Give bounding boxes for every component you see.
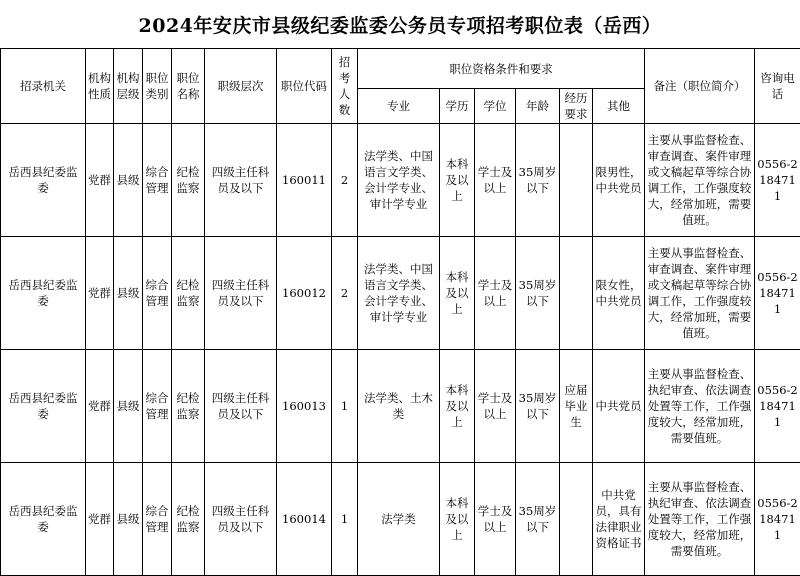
header-major: 专业: [358, 89, 440, 124]
header-notes: 备注（职位简介）: [645, 49, 755, 124]
cell-category: 综合管理: [143, 124, 172, 237]
header-other: 其他: [593, 89, 645, 124]
cell-age: 35周岁以下: [516, 350, 560, 463]
header-org-nature: 机构性质: [86, 49, 114, 124]
cell-code: 160012: [277, 237, 332, 350]
cell-education: 本科及以上: [440, 350, 475, 463]
cell-major: 法学类、中国语言文学类、会计学专业、审计学专业: [358, 124, 440, 237]
cell-org-level: 县级: [114, 237, 143, 350]
cell-experience: [560, 124, 593, 237]
cell-other: 限女性，中共党员: [593, 237, 645, 350]
cell-major: 法学类、中国语言文学类、会计学专业、审计学专业: [358, 237, 440, 350]
cell-age: 35周岁以下: [516, 463, 560, 576]
header-count: 招考人数: [332, 49, 358, 124]
cell-position-name: 纪检监察: [172, 463, 205, 576]
header-rank: 职级层次: [205, 49, 277, 124]
cell-rank: 四级主任科员及以下: [205, 237, 277, 350]
cell-education: 本科及以上: [440, 237, 475, 350]
cell-count: 2: [332, 124, 358, 237]
cell-major: 法学类: [358, 463, 440, 576]
cell-count: 1: [332, 350, 358, 463]
cell-count: 1: [332, 463, 358, 576]
cell-experience: 应届毕业生: [560, 350, 593, 463]
position-table: [0, 48, 800, 576]
cell-agency: 岳西县纪委监委: [1, 124, 86, 237]
cell-education: 本科及以上: [440, 463, 475, 576]
cell-phone: 0556-2184711: [755, 463, 800, 576]
cell-age: 35周岁以下: [516, 124, 560, 237]
cell-rank: 四级主任科员及以下: [205, 350, 277, 463]
cell-experience: [560, 237, 593, 350]
cell-code: 160014: [277, 463, 332, 576]
table-row: [1, 463, 800, 576]
cell-notes: 主要从事监督检查、审查调查、案件审理或文稿起草等综合协调工作，工作强度较大，经常加班，需要值班。: [645, 237, 755, 350]
table-row: [1, 237, 800, 350]
cell-org-nature: 党群: [86, 350, 114, 463]
cell-count: 2: [332, 237, 358, 350]
cell-phone: 0556-2184711: [755, 124, 800, 237]
cell-rank: 四级主任科员及以下: [205, 124, 277, 237]
cell-org-nature: 党群: [86, 124, 114, 237]
cell-position-name: 纪检监察: [172, 237, 205, 350]
cell-notes: 主要从事监督检查、审查调查、案件审理或文稿起草等综合协调工作，工作强度较大，经常加班，需要值班。: [645, 124, 755, 237]
cell-degree: 学士及以上: [475, 350, 516, 463]
cell-education: 本科及以上: [440, 124, 475, 237]
header-requirements: 职位资格条件和要求: [358, 49, 645, 89]
cell-age: 35周岁以下: [516, 237, 560, 350]
header-experience: 经历要求: [560, 89, 593, 124]
cell-agency: 岳西县纪委监委: [1, 237, 86, 350]
cell-other: 限男性，中共党员: [593, 124, 645, 237]
header-age: 年龄: [516, 89, 560, 124]
cell-degree: 学士及以上: [475, 463, 516, 576]
cell-phone: 0556-2184711: [755, 350, 800, 463]
cell-other: 中共党员，具有法律职业资格证书: [593, 463, 645, 576]
header-category: 职位类别: [143, 49, 172, 124]
cell-phone: 0556-2184711: [755, 237, 800, 350]
cell-code: 160011: [277, 124, 332, 237]
header-degree: 学位: [475, 89, 516, 124]
cell-agency: 岳西县纪委监委: [1, 350, 86, 463]
cell-degree: 学士及以上: [475, 237, 516, 350]
header-position-name: 职位名称: [172, 49, 205, 124]
cell-other: 中共党员: [593, 350, 645, 463]
table-row: [1, 350, 800, 463]
cell-experience: [560, 463, 593, 576]
cell-category: 综合管理: [143, 463, 172, 576]
header-education: 学历: [440, 89, 475, 124]
cell-category: 综合管理: [143, 237, 172, 350]
header-row-1: [1, 49, 800, 89]
cell-org-nature: 党群: [86, 237, 114, 350]
cell-position-name: 纪检监察: [172, 124, 205, 237]
cell-rank: 四级主任科员及以下: [205, 463, 277, 576]
header-org-level: 机构层级: [114, 49, 143, 124]
cell-degree: 学士及以上: [475, 124, 516, 237]
cell-org-level: 县级: [114, 463, 143, 576]
cell-notes: 主要从事监督检查、执纪审查、依法调查处置等工作，工作强度较大，经常加班，需要值班。: [645, 463, 755, 576]
cell-org-level: 县级: [114, 124, 143, 237]
page-title: 2024年安庆市县级纪委监委公务员专项招考职位表（岳西）: [0, 0, 800, 48]
table-row: [1, 124, 800, 237]
cell-code: 160013: [277, 350, 332, 463]
header-phone: 咨询电话: [755, 49, 800, 124]
cell-org-level: 县级: [114, 350, 143, 463]
header-agency: 招录机关: [1, 49, 86, 124]
cell-major: 法学类、土木类: [358, 350, 440, 463]
cell-category: 综合管理: [143, 350, 172, 463]
cell-org-nature: 党群: [86, 463, 114, 576]
cell-notes: 主要从事监督检查、执纪审查、依法调查处置等工作，工作强度较大，经常加班，需要值班。: [645, 350, 755, 463]
cell-position-name: 纪检监察: [172, 350, 205, 463]
header-code: 职位代码: [277, 49, 332, 124]
cell-agency: 岳西县纪委监委: [1, 463, 86, 576]
